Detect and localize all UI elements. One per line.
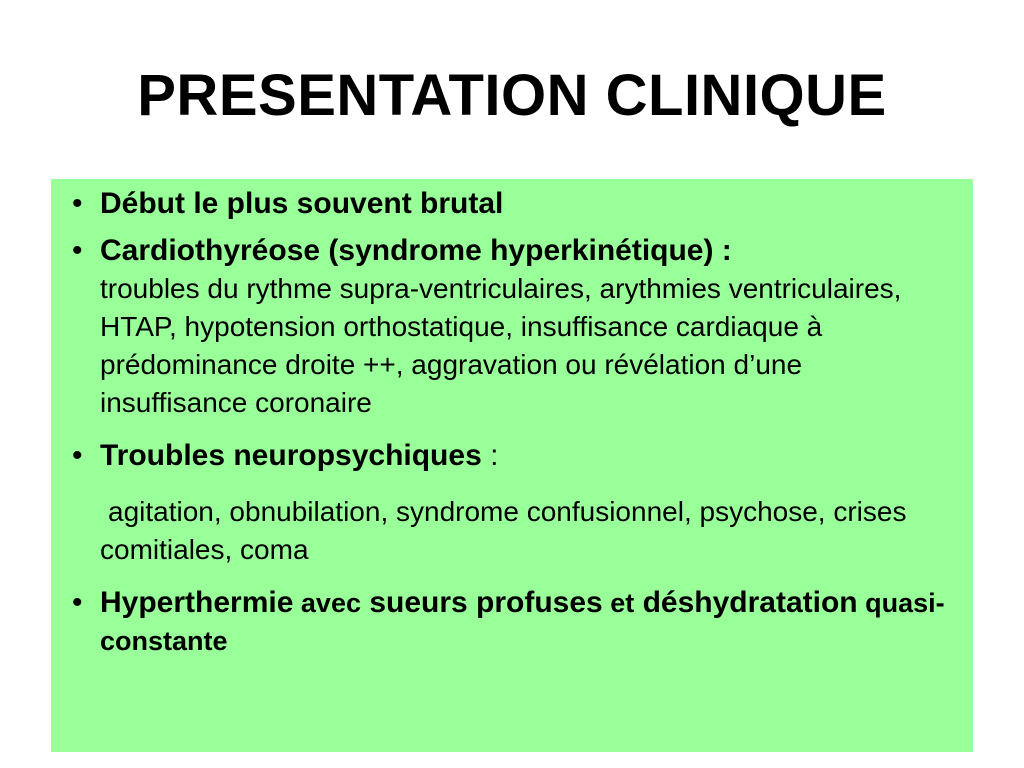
bullet-heading-suffix: : xyxy=(481,439,499,472)
content-box xyxy=(51,179,973,752)
bullet-heading: Début le plus souvent brutal xyxy=(100,187,504,220)
bullet-text-sueurs: sueurs profuses xyxy=(360,586,603,619)
bullet-icon: • xyxy=(72,586,83,619)
bullet-item-troubles-neuropsychiques xyxy=(51,437,973,569)
bullet-text-hyperthermie: Hyperthermie xyxy=(100,586,294,619)
bullet-text-avec: avec xyxy=(293,588,361,618)
bullet-item-cardiothyreose xyxy=(51,232,973,422)
slide-title: PRESENTATION CLINIQUE xyxy=(137,63,887,128)
bullet-item-hyperthermie xyxy=(51,584,973,660)
bullet-icon: • xyxy=(72,439,83,472)
bullet-heading: Cardiothyréose (syndrome hyperkinétique) : xyxy=(100,234,732,267)
bullet-text-quasi-constante: quasi-constante xyxy=(100,588,945,656)
bullet-list xyxy=(51,179,973,660)
bullet-icon: • xyxy=(72,234,83,267)
bullet-detail: troubles du rythme supra-ventriculaires, arythmies ventriculaires, HTAP, hypotension orthostatique, insuffisance cardiaque à prédominance droite ++, aggravation ou révélation d’une insuffisance coronaire xyxy=(100,273,902,418)
bullet-heading: Troubles neuropsychiques xyxy=(100,439,482,472)
bullet-text-deshydratation: déshydratation xyxy=(634,586,858,619)
bullet-text-et: et xyxy=(602,588,635,618)
bullet-icon: • xyxy=(72,187,83,220)
bullet-detail: agitation, obnubilation, syndrome confusionnel, psychose, crises comitiales, coma xyxy=(100,496,907,565)
bullet-item-debut xyxy=(51,185,973,223)
